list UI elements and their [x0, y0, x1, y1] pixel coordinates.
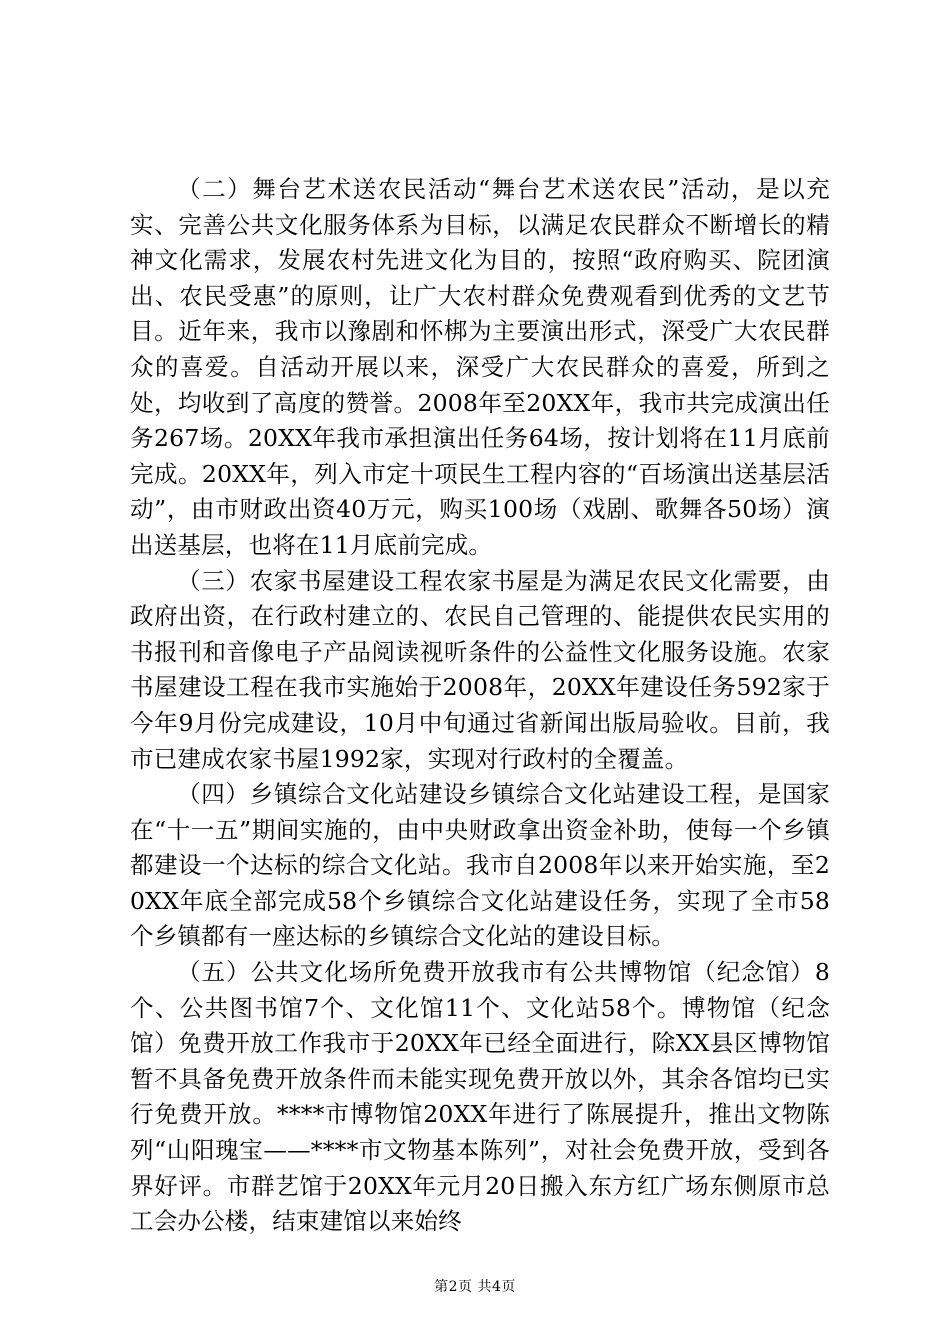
paragraph-township-culture-station: （四）乡镇综合文化站建设乡镇综合文化站建设工程，是国家在“十一五”期间实施的，由中央财政拿出资金补助，使每一个乡镇都建设一个达标的综合文化站。我市自2008年以来开始实施，至20XX年底全部完成58个乡镇综合文化站建设任务，实现了全市58个乡镇都有一座达标的乡镇综合文化站的建设目标。 — [130, 780, 830, 951]
document-body — [130, 172, 830, 1240]
paragraph-free-public-venues: （五）公共文化场所免费开放我市有公共博物馆（纪念馆）8个、公共图书馆7个、文化馆11个、文化站58个。博物馆（纪念馆）免费开放工作我市于20XX年已经全面进行，除XX县区博物馆暂不具备免费开放条件而未能实现免费开放以外，其余各馆均已实行免费开放。****市博物馆20XX年进行了陈展提升，推出文物陈列“山阳瑰宝——****市文物基本陈列”，对社会免费开放，受到各界好评。市群艺馆于20XX年元月20日搬入东方红广场东侧原市总工会办公楼，结束建馆以来始终 — [130, 958, 830, 1236]
paragraph-stage-art: （二）舞台艺术送农民活动“舞台艺术送农民”活动，是以充实、完善公共文化服务体系为目标，以满足农民群众不断增长的精神文化需求，发展农村先进文化为目的，按照“政府购买、院团演出、农民受惠”的原则，让广大农村群众免费观看到优秀的文艺节目。近年来，我市以豫剧和怀梆为主要演出形式，深受广大农民群众的喜爱。自活动开展以来，深受广大农民群众的喜爱，所到之处，均收到了高度的赞誉。2008年至20XX年，我市共完成演出任务267场。20XX年我市承担演出任务64场，按计划将在11月底前完成。20XX年，列入市定十项民生工程内容的“百场演出送基层活动”，由市财政出资40万元，购买100场（戏剧、歌舞各50场）演出送基层，也将在11月底前完成。 — [130, 175, 830, 559]
page-number-footer: 第2页 共4页 — [434, 1279, 516, 1295]
paragraph-farmhouse-library: （三）农家书屋建设工程农家书屋是为满足农民文化需要，由政府出资，在行政村建立的、农民自己管理的、能提供农民实用的书报刊和音像电子产品阅读视听条件的公益性文化服务设施。农家书屋建设工程在我市实施始于2008年，20XX年建设任务592家于今年9月份完成建设，10月中旬通过省新闻出版局验收。目前，我市已建成农家书屋1992家，实现对行政村的全覆盖。 — [130, 566, 830, 773]
